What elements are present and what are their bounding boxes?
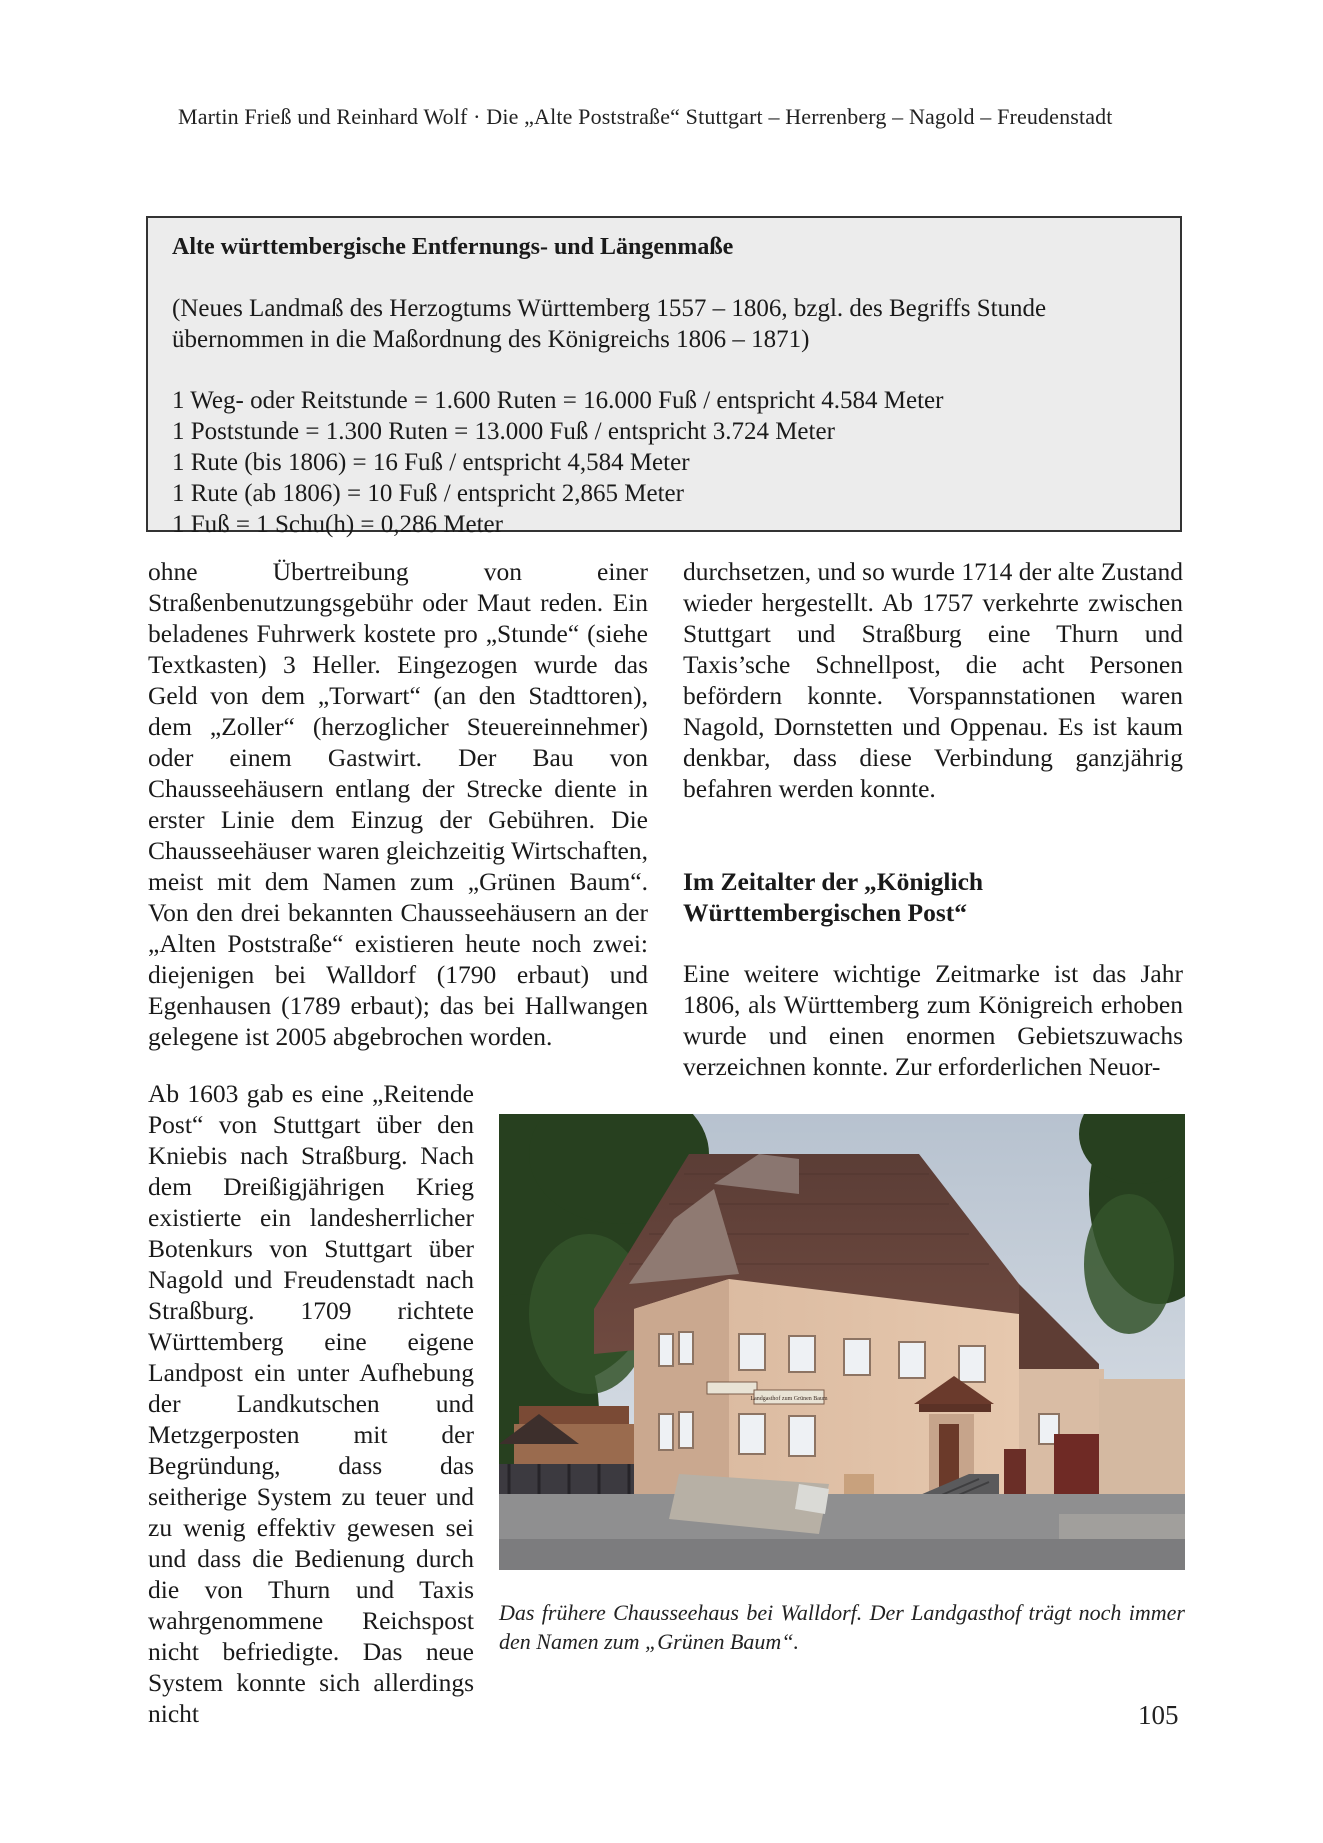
info-box-line: 1 Fuß = 1 Schu(h) = 0,286 Meter bbox=[172, 511, 503, 538]
photo-caption: Das frühere Chausseehaus bei Walldorf. Der Landgasthof trägt noch immer den Namen zum „Grünen Baum“. bbox=[499, 1600, 1185, 1654]
right-column bbox=[683, 556, 1183, 1082]
chausseehaus-photo bbox=[499, 1114, 1185, 1570]
info-box-line: 1 Poststunde = 1.300 Ruten = 13.000 Fuß / entspricht 3.724 Meter bbox=[172, 418, 835, 445]
info-box-intro: (Neues Landmaß des Herzogtums Württemberg 1557 – 1806, bzgl. des Begriffs Stunde übernommen in die Maßordnung des Königreichs 1806 – 1871) bbox=[172, 295, 1047, 353]
right-paragraph-2: Eine weitere wichtige Zeitmarke ist das Jahr 1806, als Württemberg zum Königreich erhoben wurde und einen enormen Gebietszuwachs verzeichnen konnte. Zur erforderlichen Neuor- bbox=[683, 959, 1183, 1081]
left-paragraph-1: ohne Übertreibung von einer Straßenbenutzungsgebühr oder Maut reden. Ein beladenes Fuhrwerk kostete pro „Stunde“ (siehe Textkasten) 3 Heller. Eingezogen wurde das Geld von dem „Torwart“ (an den Stadttoren), dem „Zoller“ (herzoglicher Steuereinnehmer) oder einem Gastwirt. Der Bau von Chausseehäusern entlang der Strecke diente in erster Linie dem Einzug der Gebühren. Die Chausseehäuser waren gleichzeitig Wirtschaften, meist mit dem Namen zum „Grünen Baum“. Von den drei bekannten Chausseehäusern an der „Alten Poststraße“ existieren heute noch zwei: diejenigen bei Walldorf (1790 erbaut) und Egenhausen (1789 erbaut); das bei Hallwangen gelegene ist 2005 abgebrochen worden. bbox=[148, 557, 648, 1051]
page-number: 105 bbox=[1138, 1700, 1179, 1730]
info-box bbox=[146, 216, 1182, 538]
section-heading: Im Zeitalter der „Königlich Württembergischen Post“ bbox=[683, 867, 984, 927]
info-box-line: 1 Rute (ab 1806) = 10 Fuß / entspricht 2,865 Meter bbox=[172, 480, 684, 507]
info-box-title: Alte württembergische Entfernungs- und Längenmaße bbox=[172, 234, 734, 260]
left-paragraph-2: Ab 1603 gab es eine „Reitende Post“ von Stuttgart über den Kniebis nach Straßburg. Nach dem Dreißigjährigen Krieg existierte ein landesherrlicher Botenkurs von Stuttgart über Nagold und Freudenstadt nach Straßburg. 1709 richtete Württemberg eine eigene Landpost ein unter Aufhebung der Landkutschen und Metzgerposten mit der Begründung, dass das seitherige System zu teuer und zu wenig effektiv gewesen sei und dass die Bedienung durch die von Thurn und Taxis wahrgenommene Reichspost nicht befriedigte. Das neue System konnte sich allerdings nicht bbox=[148, 1079, 474, 1728]
right-paragraph-1: durchsetzen, und so wurde 1714 der alte Zustand wieder hergestellt. Ab 1757 verkehrte zwischen Stuttgart und Straßburg eine Thurn und Taxis’sche Schnellpost, die acht Personen befördern konnte. Vorspannstationen waren Nagold, Dornstetten und Oppenau. Es ist kaum denkbar, dass diese Verbindung ganzjährig befahren werden konnte. bbox=[683, 557, 1183, 803]
left-column-narrow bbox=[148, 1078, 474, 1729]
running-head: Martin Frieß und Reinhard Wolf · Die „Alte Poststraße“ Stuttgart – Herrenberg – Nagold – Freudenstadt bbox=[178, 104, 1113, 129]
sign-text: Landgasthof zum Grünen Baum bbox=[750, 1396, 828, 1402]
left-column bbox=[148, 556, 648, 1052]
house-illustration bbox=[499, 1114, 1185, 1570]
info-box-line: 1 Weg- oder Reitstunde = 1.600 Ruten = 16.000 Fuß / entspricht 4.584 Meter bbox=[172, 387, 944, 414]
info-box-line: 1 Rute (bis 1806) = 16 Fuß / entspricht 4,584 Meter bbox=[172, 449, 690, 476]
